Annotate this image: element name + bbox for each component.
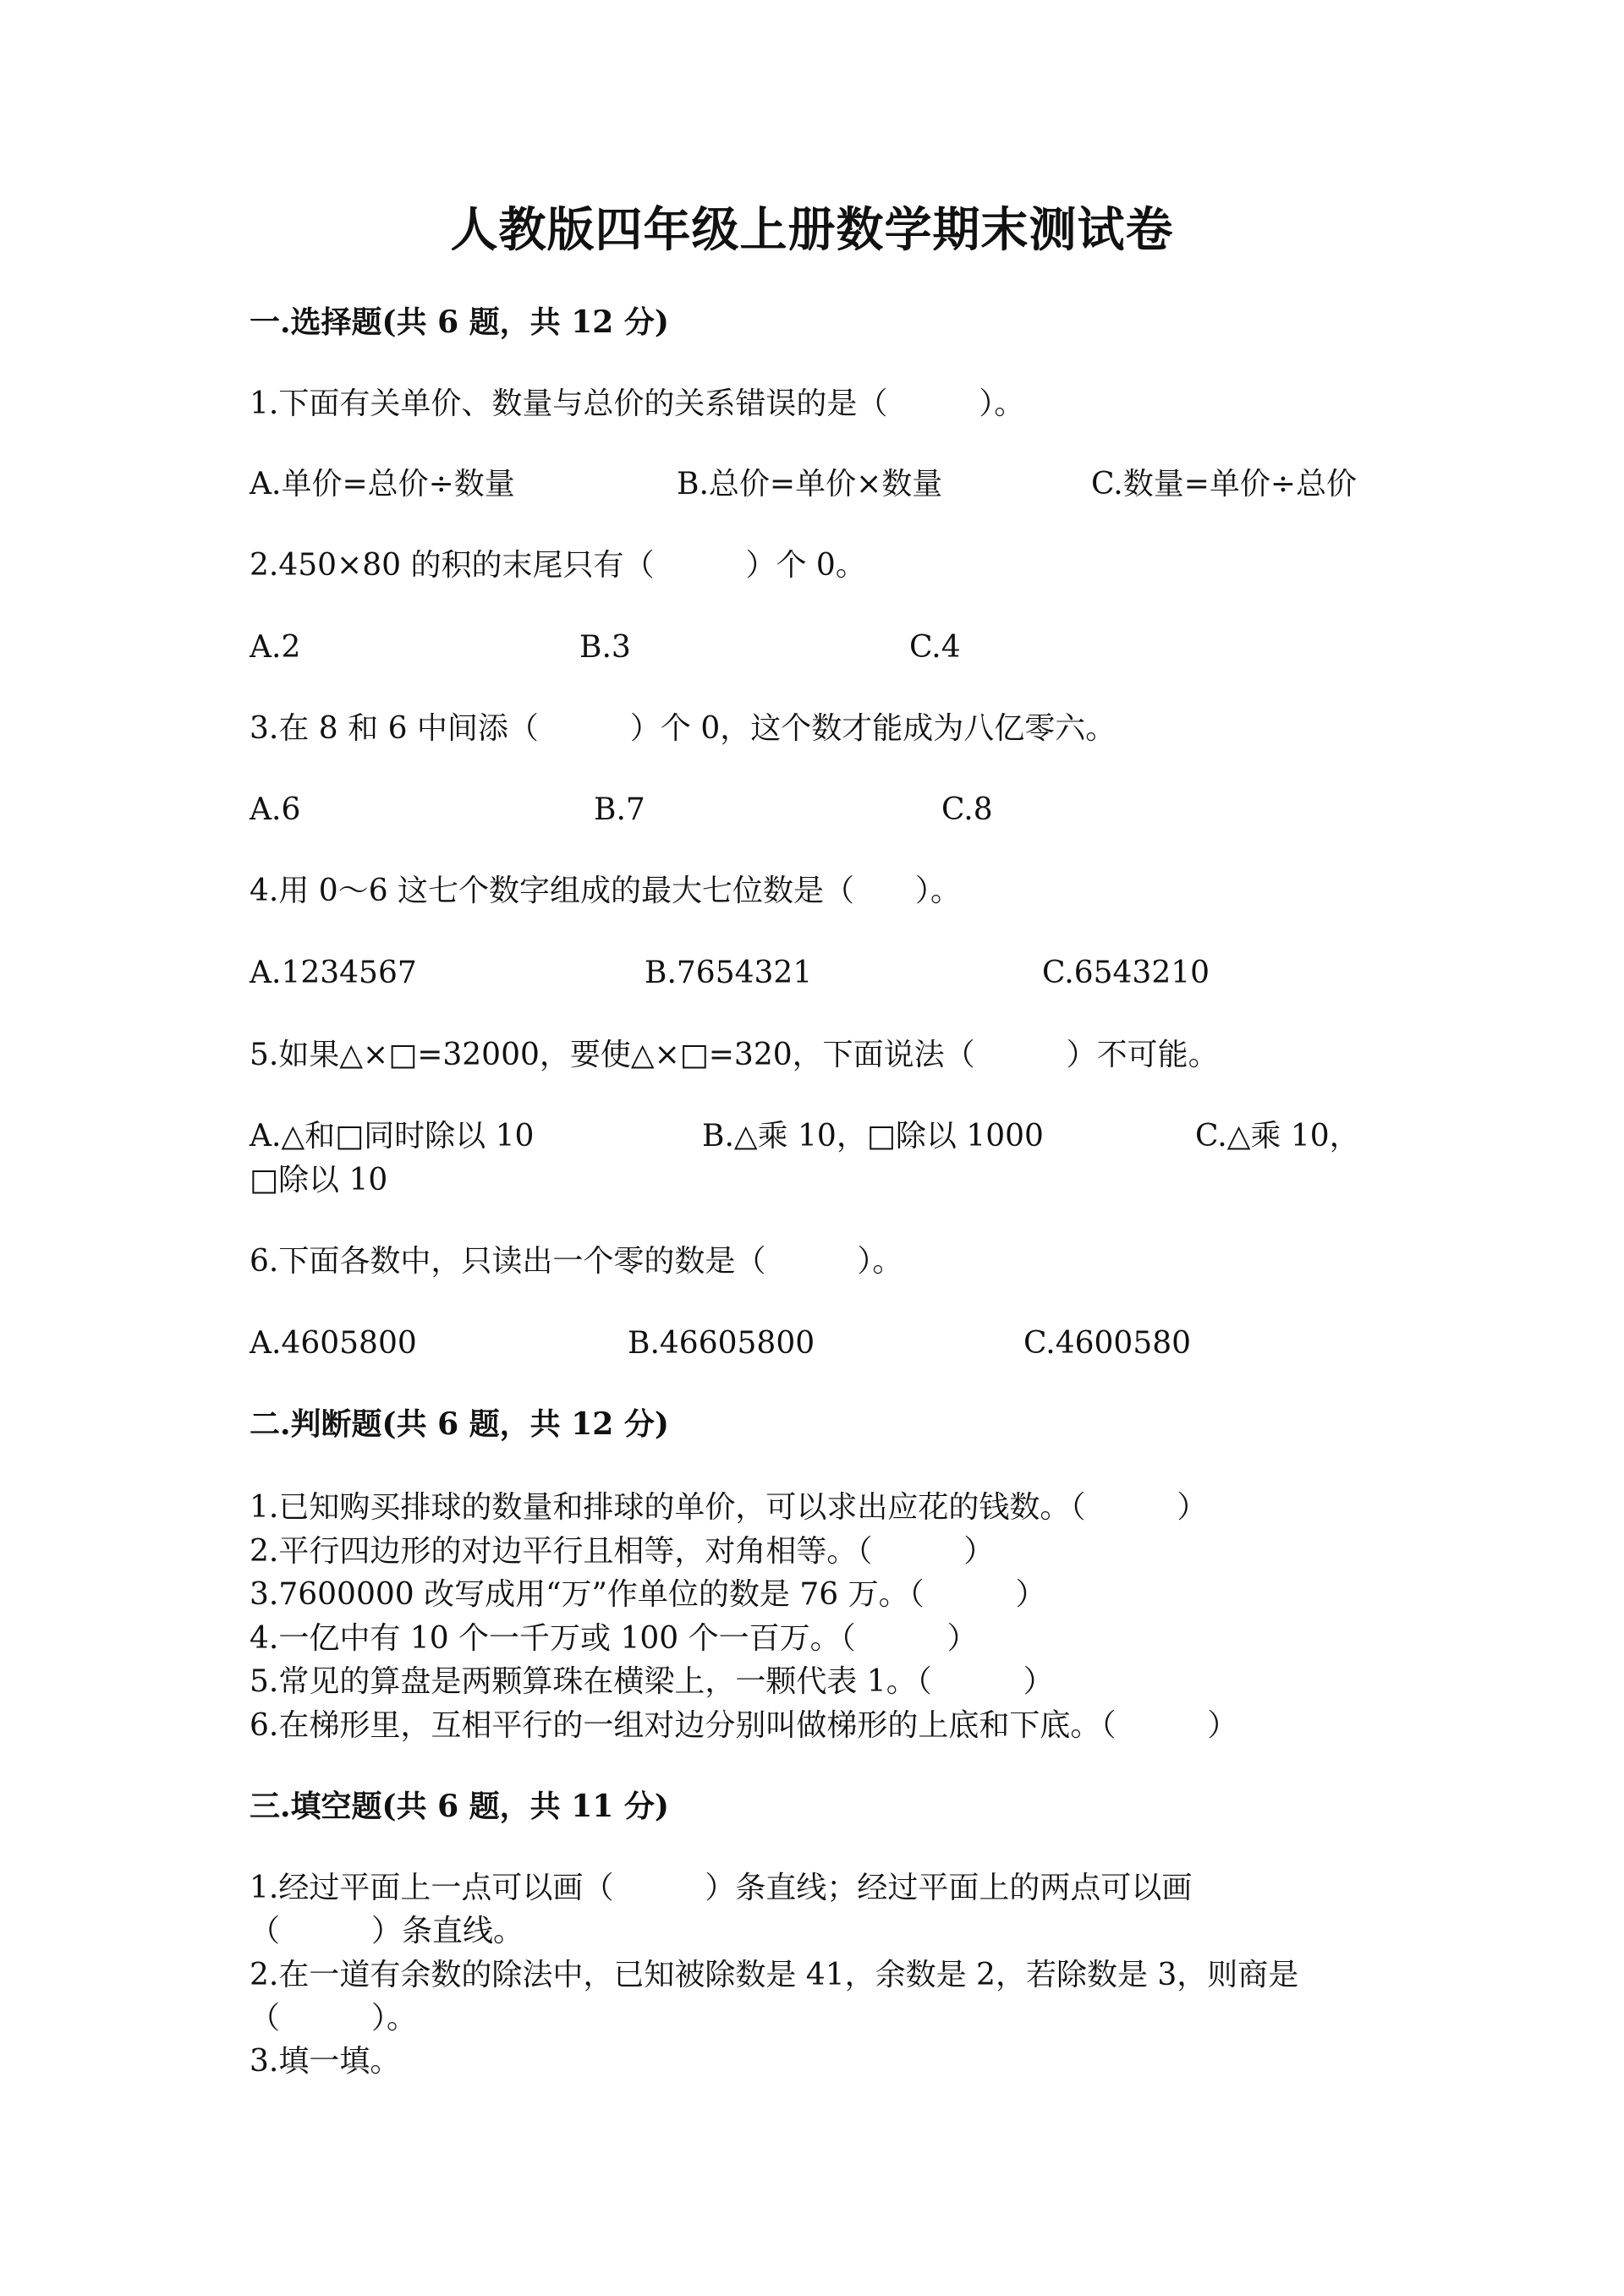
judgment-item: 4.一亿中有 10 个一千万或 100 个一百万。（ ） [250, 1621, 978, 1656]
judgment-item: 5.常见的算盘是两颗算珠在横梁上，一颗代表 1。（ ） [250, 1664, 1054, 1699]
fill-item-continued: （ ）。 [250, 2001, 418, 2036]
fill-item: 1.经过平面上一点可以画（ ）条直线；经过平面上的两点可以画 [250, 1871, 1193, 1905]
question-text: 2.450×80 的积的末尾只有（ ）个 0。 [250, 548, 866, 583]
judgment-item: 3.7600000 改写成用“万”作单位的数是 76 万。（ ） [250, 1577, 1046, 1612]
question-text: 3.在 8 和 6 中间添（ ）个 0，这个数才能成为八亿零六。 [250, 711, 1116, 746]
option-a: A.单价=总价÷数量 [250, 467, 515, 501]
option-a: A.6 [250, 792, 301, 827]
judgment-item: 6.在梯形里，互相平行的一组对边分别叫做梯形的上底和下底。（ ） [250, 1708, 1238, 1743]
option-a: A.△和□同时除以 10 [250, 1119, 535, 1153]
option-c: C.4 [909, 630, 961, 665]
option-b: B.7 [594, 792, 645, 827]
section-heading-choice: 一.选择题(共 6 题，共 12 分) [250, 304, 669, 340]
option-c-continued: □除以 10 [250, 1163, 388, 1197]
option-c: C.数量=单价÷总价 [1091, 467, 1358, 501]
option-b: B.总价=单价×数量 [677, 467, 943, 501]
section-heading-judgment: 二.判断题(共 6 题，共 12 分) [250, 1406, 669, 1442]
option-b: B.46605800 [628, 1326, 815, 1361]
option-a: A.2 [250, 630, 301, 665]
fill-item-continued: （ ）条直线。 [250, 1914, 524, 1948]
option-a: A.4605800 [250, 1326, 417, 1361]
option-a: A.1234567 [250, 956, 417, 990]
option-c: C.△乘 10， [1195, 1119, 1360, 1153]
fill-item: 3.填一填。 [250, 2044, 401, 2079]
option-c: C.6543210 [1042, 956, 1210, 990]
option-c: C.8 [941, 792, 993, 827]
question-text: 4.用 0～6 这七个数字组成的最大七位数是（ ）。 [250, 874, 962, 908]
section-heading-fill-in: 三.填空题(共 6 题，共 11 分) [250, 1789, 669, 1824]
question-text: 5.如果△×□=32000，要使△×□=320，下面说法（ ）不可能。 [250, 1038, 1219, 1072]
option-b: B.7654321 [645, 956, 813, 990]
judgment-item: 1.已知购买排球的数量和排球的单价，可以求出应花的钱数。（ ） [250, 1490, 1208, 1525]
question-text: 6.下面各数中，只读出一个零的数是（ ）。 [250, 1244, 903, 1279]
page-title: 人教版四年级上册数学期末测试卷 [450, 202, 1174, 258]
fill-item: 2.在一道有余数的除法中，已知被除数是 41，余数是 2，若除数是 3，则商是 [250, 1958, 1299, 1992]
option-c: C.4600580 [1023, 1326, 1192, 1361]
question-text: 1.下面有关单价、数量与总价的关系错误的是（ ）。 [250, 386, 1025, 421]
judgment-item: 2.平行四边形的对边平行且相等，对角相等。（ ） [250, 1534, 995, 1569]
option-b: B.3 [579, 630, 631, 665]
option-b: B.△乘 10，□除以 1000 [702, 1119, 1044, 1153]
